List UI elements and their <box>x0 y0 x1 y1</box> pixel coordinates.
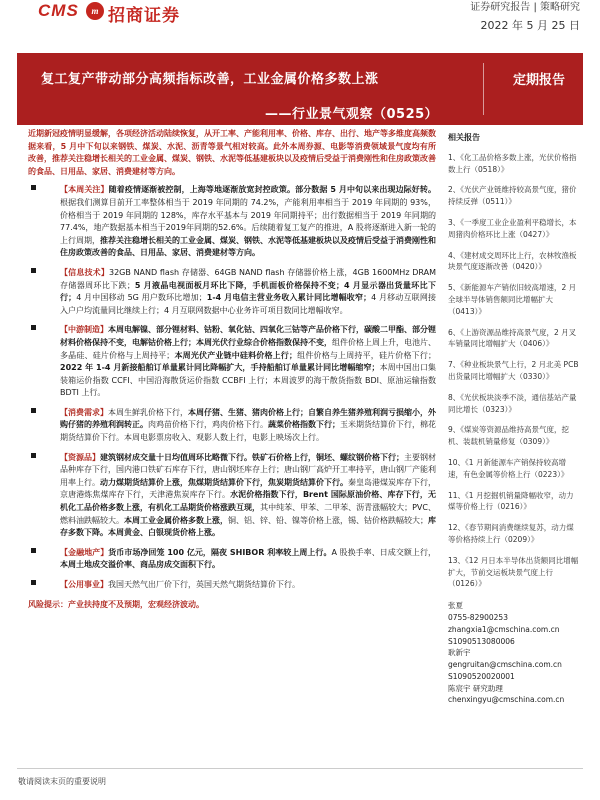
section-bold-text: 库存多数下降。本周黄金、白银现货价格上涨。 <box>60 515 436 538</box>
section-tag: 【公用事业】 <box>60 580 108 589</box>
footer-divider <box>17 768 583 769</box>
section-text: 32GB NAND flash 存储器、64GB NAND flash 存储器价格上涨，4GB 1600MHz DRAM 存储器周环比下跌； <box>60 267 436 290</box>
related-report-link[interactable]: 1、《化工品价格多数上涨，光伏价格指数上行（0518）》 <box>448 152 577 174</box>
related-report-link[interactable]: 13、《12 月日本半导体出货额同比增幅扩大，节前交运板块景气度上行（0126）》 <box>448 555 579 589</box>
report-type-tag: 定期报告 <box>513 73 566 88</box>
analyst-name: 耿新宇 <box>448 648 471 658</box>
section-tag: 【金融地产】 <box>60 547 109 557</box>
report-subtitle: ——行业景气观察（0525） <box>265 107 439 122</box>
section-bold-text: 推荐关注稳增长相关的工业金属、煤炭、钢铁、水泥等低基建板块以及疫情后受益于消费刚性和住房政策改善的食品、日用品、家居、消费建材等方向。 <box>60 235 436 258</box>
related-report-link[interactable]: 12、《春节期间消费继续复苏，动力煤等价格持续上行（0209）》 <box>448 523 574 544</box>
logo-company-name: 招商证券 <box>108 6 180 26</box>
bullet-icon <box>31 580 36 585</box>
footer-disclaimer: 敬请阅读末页的重要说明 <box>18 777 106 786</box>
section-text: 组件价格上周上升，电池片、多晶硅、硅片价格与上周持平； <box>60 337 436 360</box>
related-report-link[interactable]: 2、《光伏产业链维持较高景气度，猪价持续反弹（0511）》 <box>448 185 577 207</box>
report-date: 2022 年 5 月 25 日 <box>480 19 580 32</box>
section-text: 铜、铝、锌、铅、镍等价格上涨，锡、钴价格跌幅较大； <box>228 515 428 525</box>
section-bold-text: 1-4 月电信主营业务收入累计同比增幅收窄； <box>206 293 372 303</box>
related-report-link[interactable]: 4、《建材成交周环比上行，农林牧渔板块景气度逐渐改善（0420）》 <box>448 250 577 272</box>
section-bold-text: 本周仔猪、生猪、猪肉价格上行；自繁自养生猪养殖利润亏损缩小，外购仔猪的养殖利润转正。 <box>60 407 436 430</box>
section-bold-text: 本周电解镍、部分锂材料、钴粉、氧化钴、四氧化三钴等产品价格下行，碳酸二甲酯、部分锂材料价格保持不变，电解钴价格上行；本周光伏行业综合价格指数保持不变， <box>60 325 436 347</box>
analyst-email[interactable]: gengruitan@cmschina.com.cn <box>448 660 562 670</box>
section-bold-text: 5 月液晶电视面板月环比下降，手机面板价格保持不变；4 月显示器出货量环比下行； <box>60 280 437 303</box>
banner-divider <box>483 63 484 115</box>
intro-summary: 近期新冠疫情明显缓解，各项经济活动陆续恢复，从开工率、产能利用率、价格、库存、出行、地产等多维度高频数据来看，5 月中下旬以来钢铁、煤炭、水泥、沥青等景气相对较高。此外本周券源、电影等消费领域景气度均有所改善，推荐关注稳增长相关的工业金属、煤炭、钢铁、水泥等低基建板块以及疫情后受益于消费刚性和住房政策改善的食品、日用品、家居、消费建材等方向。 <box>28 129 436 176</box>
report-title: 复工复产带动部分高频指标改善，工业金属价格多数上涨 <box>41 72 379 87</box>
section-midstream <box>28 324 436 400</box>
related-report-link[interactable]: 3、《一季度工业企业盈利平稳增长，本周猪肉价格环比上涨（0427）》 <box>448 217 577 239</box>
analyst-email[interactable]: zhangxia1@cmschina.com.cn <box>448 624 560 634</box>
analyst-license: S1090513080006 <box>448 636 515 646</box>
title-banner <box>17 53 583 125</box>
section-text: 我国天然气出厂价下行，英国天然气期货结算价下行。 <box>108 580 300 589</box>
section-resources <box>28 452 436 540</box>
section-bold-text: 水泥价格指数下行，Brent 国际原油价格、库存下行，无机化工品价格多数上涨，有机化工品期货价格涨跌互现， <box>60 490 436 513</box>
section-focus <box>28 184 436 260</box>
section-tag: 【信息技术】 <box>60 267 109 277</box>
main-column <box>28 128 436 611</box>
related-report-link[interactable]: 8、《光伏板块淡季不淡，通信基站产量同比增长（0323）》 <box>448 392 577 414</box>
section-text: 本周中国出口集装箱运价指数 CCFI、中国沿海散货运价指数 CCBFI 上行；本周波罗的海干散货指数 BDI、原油运输指数 BDTI 上行。 <box>60 363 437 398</box>
section-text: 秦皇岛港煤炭库存下行，京唐港炼焦煤库存下行，天津港焦炭库存下行。 <box>60 477 436 500</box>
sidebar <box>448 128 582 706</box>
section-tag: 【消费需求】 <box>60 407 108 417</box>
section-tag: 【中游制造】 <box>60 325 108 335</box>
section-bold-text: 货币市场净回笼 100 亿元，隔夜 SHIBOR 利率较上周上行。 <box>108 547 332 557</box>
section-bold-text: 建筑钢材成交量十日均值周环比略微下行。铁矿石价格上行，铜坯、螺纹钢价格下行； <box>100 452 404 462</box>
section-text: 肉鸡苗价格下行，鸡肉价格下行。 <box>148 420 268 430</box>
section-it <box>28 267 436 317</box>
header-meta <box>470 0 580 33</box>
section-bold-text: 随着疫情逐渐被控制，上海等地逐渐放宽封控政策。部分数据 5 月中旬以来出现边际好转。 <box>108 185 436 195</box>
related-report-link[interactable]: 6、《上游资源品维持高景气度，2 月叉车销量同比增幅扩大（0406）》 <box>448 327 577 349</box>
analyst-license: S1090520020001 <box>448 671 515 681</box>
analyst-contacts <box>448 600 582 706</box>
related-report-link[interactable]: 10、《1 月新能源车产销保持较高增速，有色金属等价格上行（0223）》 <box>448 457 569 479</box>
section-text: 主要钢材品种库存下行，国内港口铁矿石库存下行，唐山钢坯库存上行；唐山钢厂高炉开工率持平，唐山钢厂产能利用率上行。 <box>60 452 436 487</box>
section-tag: 【资源品】 <box>60 452 100 462</box>
section-utilities <box>28 579 436 592</box>
doc-type: 证券研究报告 | 策略研究 <box>470 2 580 13</box>
section-text: A 股换手率、日成交额上行， <box>331 547 436 557</box>
section-text: 玉米期货结算价下行，棉花期货结算价下行。本周电影票房收入、观影人数上行，电影上映场次上行。 <box>60 420 436 443</box>
related-report-link[interactable]: 5、《新能源车产销依旧较高增速，2 月全球半导体销售额同比增幅扩大（0413）》 <box>448 283 577 316</box>
related-report-link[interactable]: 11、《1 月挖掘机销量降幅收窄，动力煤等价格上行（0216）》 <box>448 490 574 512</box>
section-bold-text: 动力煤期货结算价上涨，焦煤期货结算价下行，焦炭期货结算价下行。 <box>100 477 348 487</box>
section-text: 根据我们测算目前开工率整体相当于 2019 年同期的 74.2%，产能利用率相当于 2019 年同期的 93%，价格相当于 2019 年同期的 128%，库存水平基本与 2019 年同期持平；出行数据相当于 2019 年同期的 77.4%，地产数据基本相当于2019年同期的52.6%。后续随着复工复产的推进，A 股将逐渐进入新一轮的上行周期， <box>60 197 436 245</box>
section-tag: 【本周关注】 <box>60 185 109 195</box>
section-finance <box>28 547 436 572</box>
section-text: 其中纯苯、甲苯、二甲苯、沥青涨幅较大；PVC、燃料油跌幅较大。 <box>60 503 436 525</box>
section-text: 4 月中国移动 5G 用户数环比增加； <box>76 293 207 303</box>
analyst-email[interactable]: chenxingyu@cmschina.com.cn <box>448 695 565 705</box>
section-bold-text: 本周光伏产业链中硅料价格上行； <box>174 350 297 360</box>
logo-cms-text: CMS <box>38 1 79 20</box>
section-text: 组件价格与上周持平，硅片价格下行； <box>296 350 437 360</box>
section-text: 4 月移动互联网接入户户均流量同比继续上行；4 月互联网数据中心业务许可项目数同比增幅收窄。 <box>60 293 436 315</box>
bullet-icon <box>31 185 36 190</box>
analyst-phone: 0755-82900253 <box>448 612 508 622</box>
bullet-icon <box>31 268 36 273</box>
related-reports-heading: 相关报告 <box>448 133 480 142</box>
bullet-icon <box>31 325 36 330</box>
section-consumer <box>28 407 436 445</box>
section-bold-text: 本周土地成交溢价率、商品房成交面积下行。 <box>60 560 220 570</box>
bullet-icon <box>31 453 36 458</box>
related-report-link[interactable]: 9、《煤炭等资源品维持高景气度，挖机、装载机销量修复（0309）》 <box>448 425 570 447</box>
bullet-icon <box>31 548 36 553</box>
risk-warning: 风险提示：产业扶持度不及预期，宏观经济波动。 <box>28 599 204 609</box>
section-bold-text: 本周工业金属价格多数上涨， <box>124 515 228 525</box>
logo-seal-icon: m <box>86 2 104 20</box>
related-report-link[interactable]: 7、《种业板块景气上行，2 月北美 PCB 出货量同比增幅扩大（0330）》 <box>448 360 579 381</box>
section-text: 本周生鲜乳价格下行， <box>108 407 188 417</box>
section-bold-text: 2022 年 1-4 月新接船舶订单量累计同比降幅扩大，手持船舶订单量累计同比增幅缩窄； <box>60 363 380 373</box>
bullet-icon <box>31 408 36 413</box>
analyst-name: 张夏 <box>448 601 463 611</box>
section-bold-text: 蔬菜价格指数下行； <box>268 420 340 430</box>
analyst-name: 陈宸宇 研究助理 <box>448 683 503 693</box>
